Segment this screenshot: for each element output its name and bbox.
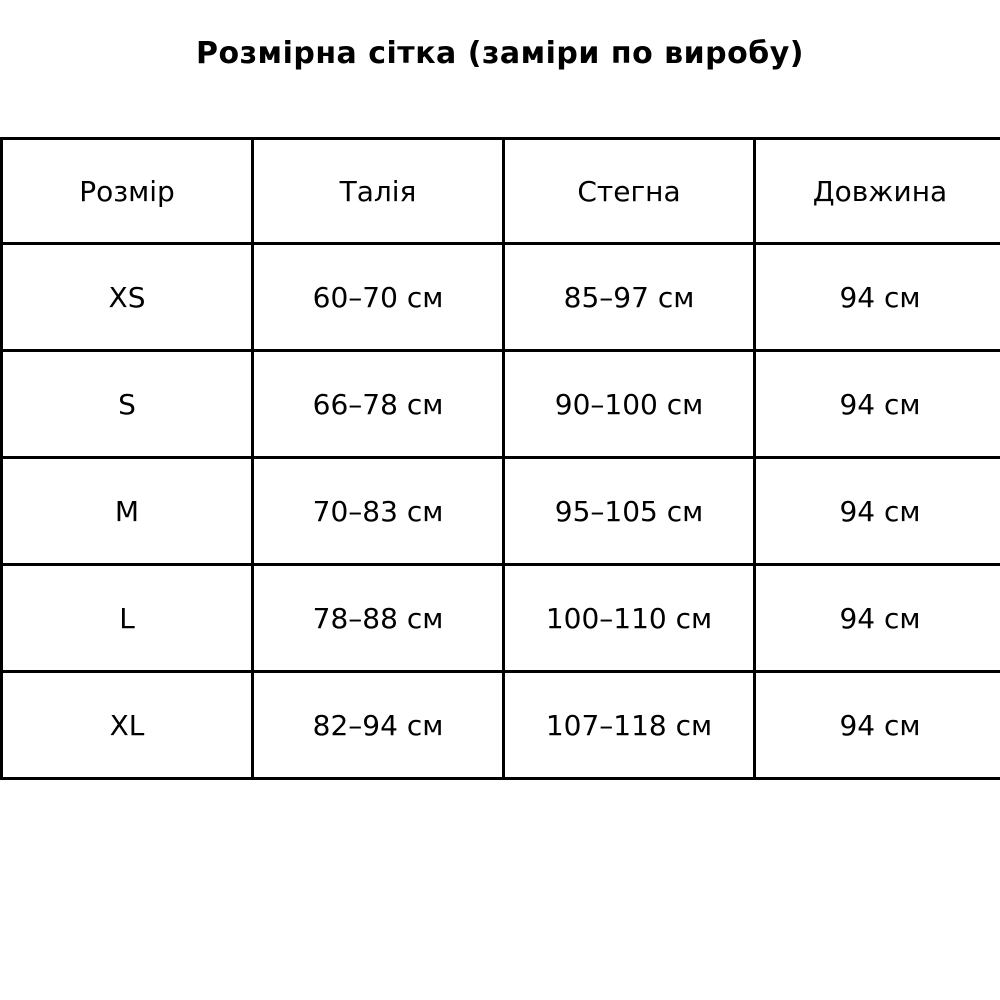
hips-cell: 95–105 см bbox=[504, 458, 755, 565]
length-cell: 94 см bbox=[755, 244, 1000, 351]
length-cell: 94 см bbox=[755, 458, 1000, 565]
table-row-xs bbox=[2, 244, 1000, 351]
column-header-waist: Талія bbox=[253, 139, 504, 244]
waist-cell: 66–78 см bbox=[253, 351, 504, 458]
table-row-xl bbox=[2, 672, 1000, 779]
page-title: Розмірна сітка (заміри по виробу) bbox=[196, 36, 804, 71]
waist-cell: 70–83 см bbox=[253, 458, 504, 565]
waist-cell: 60–70 см bbox=[253, 244, 504, 351]
size-cell: L bbox=[2, 565, 253, 672]
column-header-hips: Стегна bbox=[504, 139, 755, 244]
length-cell: 94 см bbox=[755, 672, 1000, 779]
column-header-size: Розмір bbox=[2, 139, 253, 244]
size-table bbox=[0, 137, 1000, 780]
size-cell: S bbox=[2, 351, 253, 458]
waist-cell: 78–88 см bbox=[253, 565, 504, 672]
waist-cell: 82–94 см bbox=[253, 672, 504, 779]
size-cell: M bbox=[2, 458, 253, 565]
size-cell: XS bbox=[2, 244, 253, 351]
length-cell: 94 см bbox=[755, 351, 1000, 458]
size-cell: XL bbox=[2, 672, 253, 779]
table-header-row bbox=[2, 139, 1000, 244]
length-cell: 94 см bbox=[755, 565, 1000, 672]
table-row-s bbox=[2, 351, 1000, 458]
hips-cell: 107–118 см bbox=[504, 672, 755, 779]
table-row-m bbox=[2, 458, 1000, 565]
table-row-l bbox=[2, 565, 1000, 672]
hips-cell: 100–110 см bbox=[504, 565, 755, 672]
column-header-length: Довжина bbox=[755, 139, 1000, 244]
hips-cell: 85–97 см bbox=[504, 244, 755, 351]
hips-cell: 90–100 см bbox=[504, 351, 755, 458]
